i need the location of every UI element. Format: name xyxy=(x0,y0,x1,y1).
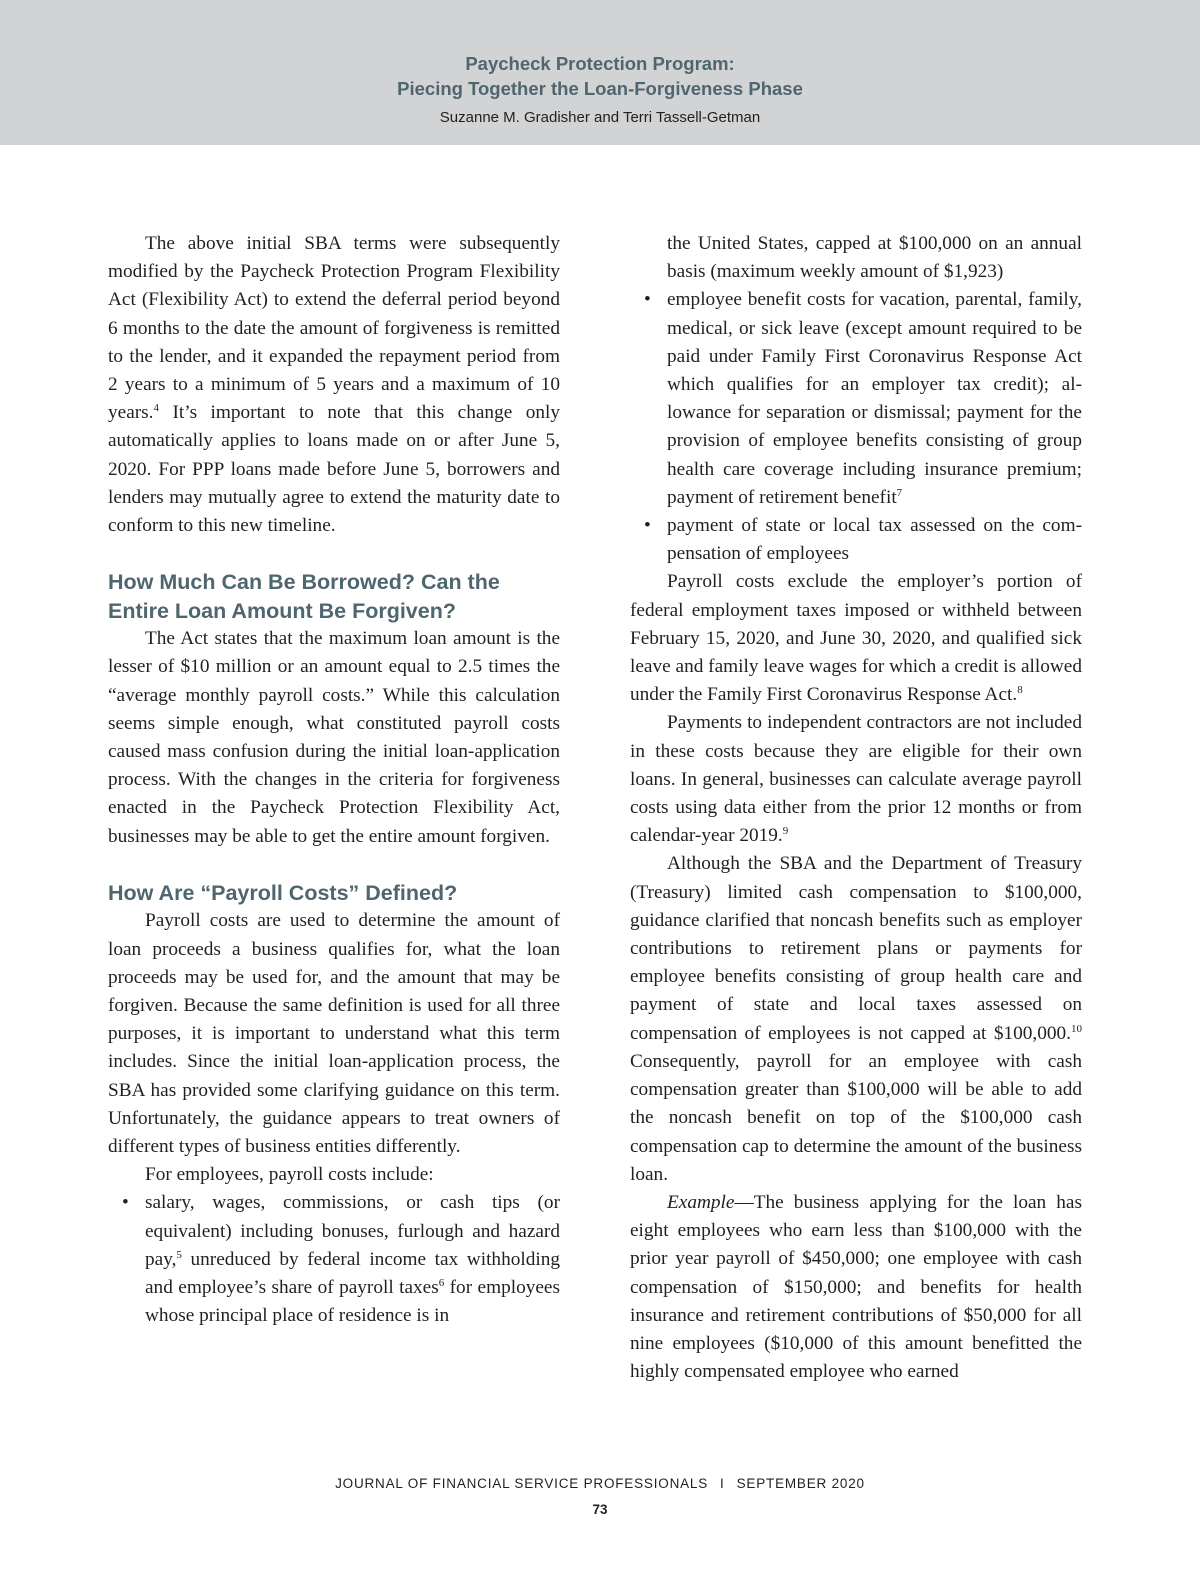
article-title-line-2: Piecing Together the Loan-Forgiveness Phase xyxy=(397,78,803,99)
payroll-costs-list xyxy=(108,1189,560,1330)
footnote-ref: 8 xyxy=(1017,684,1023,697)
paragraph-sba-terms: The above initial SBA terms were subsequently modified by the Paycheck Protection Program Flexibility Act (Flexibility Act) to extend the deferral period beyond 6 months to the date the amount of forgiveness is remitted to the lender, and it expanded the repayment period from 2 years to a minimum of 5 years and a maximum of 10 years.$^4$ It’s important to note that this change only automatically applies to loans made on or after June 5, 2020. For PPP loans made before June 5, borrowers and lenders may mutually agree to extend the maturity date to conform to this new timeline. xyxy=(108,233,560,537)
header-band xyxy=(0,0,1200,145)
paragraph-employees-include: For employees, payroll costs include: xyxy=(145,1164,434,1186)
paragraph-independent-contractors: Payments to independent contractors are not included in these costs because they are eligible for their own loans. In general, businesses can calculate average payroll costs using data either from the prior 12 months or from calendar-year 2019.$^9$ xyxy=(630,712,1082,847)
journal-name: JOURNAL OF FINANCIAL SERVICE PROFESSIONALS xyxy=(335,1476,709,1491)
footnote-ref: 4 xyxy=(153,402,160,415)
issue-date: SEPTEMBER 2020 xyxy=(736,1476,865,1491)
heading-payroll-costs-defined: How Are “Payroll Costs” Defined? xyxy=(108,880,458,905)
heading-how-much-borrowed: How Much Can Be Borrowed? Can the Entire Loan Amount Be Forgiven? xyxy=(108,570,500,623)
list-item: • employee benefit costs for vacation, parental, family, medical, or sick leave (except amount required to be paid under Family First Coronavirus Response Act which qualifies for an employer tax credit); allowance for separation or dismissal; payment for the provision of employee benefits consisting of group health care coverage including insurance premium; payment of retirement benefit$^7$ xyxy=(630,286,1082,512)
paragraph-payroll-costs: Payroll costs are used to determine the amount of loan proceeds a business qualifies for, what the loan proceeds may be used for, and the amount that may be forgiven. Because the same definition is used for all three purposes, it is important to understand what this term includes. Since the initial loan-application process, the SBA has provided some clarifying guidance on this term. Unfortunately, the guidance appears to treat owners of different types of business entities differently. xyxy=(108,910,560,1157)
footnote-ref: 7 xyxy=(896,486,903,499)
right-column xyxy=(630,230,1082,1386)
footnote-ref: 9 xyxy=(782,825,789,838)
article-title-line-1: Paycheck Protection Program: xyxy=(465,53,735,74)
payroll-costs-list-continued xyxy=(630,286,1082,568)
paragraph-noncash-benefits: Although the SBA and the Department of Treasury (Treasury) limited cash compensation to $100,000, guidance clarified that noncash benefits such as employer contributions to retirement plans or payments for employee benefits consisting of group health care and payment of state and local taxes assessed on compensation of employees is not capped at $100,000.10 Consequently, payroll for an employee with cash compensation greater than $100,000 will be able to add the noncash benefit on top of the $100,000 cash compensation cap to determine the amount of the business loan. xyxy=(630,853,1082,1185)
article-authors: Suzanne M. Gradisher and Terri Tassell-Getman xyxy=(439,109,761,126)
paragraph-maximum-loan: The Act states that the maximum loan amount is the lesser of $10 million or an amount equal to 2.5 times the “average monthly payroll costs.” While this calculation seems simple enough, what constituted payroll costs caused mass confusion during the initial loan-application process. With the changes in the criteria for forgiveness enacted in the Paycheck Protection Flexibility Act, businesses may be able to get the entire amount forgiven. xyxy=(108,628,560,847)
paragraph-example: Example—The business applying for the loan has eight employees who earn less than $100,000 with the prior year payroll of $450,000; one employee with cash compensation of $150,000; and benefits for health insurance and retirement contributions of $50,000 for all nine employees ($10,000 of this amount benefitted the highly compensated employee who earned xyxy=(630,1191,1082,1383)
list-item: • salary, wages, commissions, or cash tips (or equivalent) including bonuses, furlough and hazard pay,$^5$ unreduced by federal income tax withholding and employee’s share of payroll taxes$^6$ for employees whose principal place of residence is in xyxy=(108,1189,560,1330)
footer-separator: I xyxy=(720,1476,725,1491)
footnote-ref: 10 xyxy=(1071,1022,1082,1035)
page-number: 73 xyxy=(592,1502,608,1517)
list-item: • payment of state or local tax assessed on the compensation of employees xyxy=(630,512,1082,568)
footnote-ref: 6 xyxy=(438,1277,445,1289)
list-item-continuation: the United States, capped at $100,000 on an annual basis (maximum weekly amount of $1,923) xyxy=(667,233,1082,283)
left-column xyxy=(108,230,560,1330)
footnote-ref: 5 xyxy=(176,1248,182,1261)
paragraph-payroll-exclusions: Payroll costs exclude the employer’s portion of federal employment taxes imposed or withheld between February 15, 2020, and June 30, 2020, and qualified sick leave and family leave wages for which a credit is allowed under the Family First Coronavirus Response Act.$^8$ xyxy=(630,571,1082,706)
footer-journal-line xyxy=(0,1474,1200,1494)
example-label: Example xyxy=(667,1191,735,1213)
